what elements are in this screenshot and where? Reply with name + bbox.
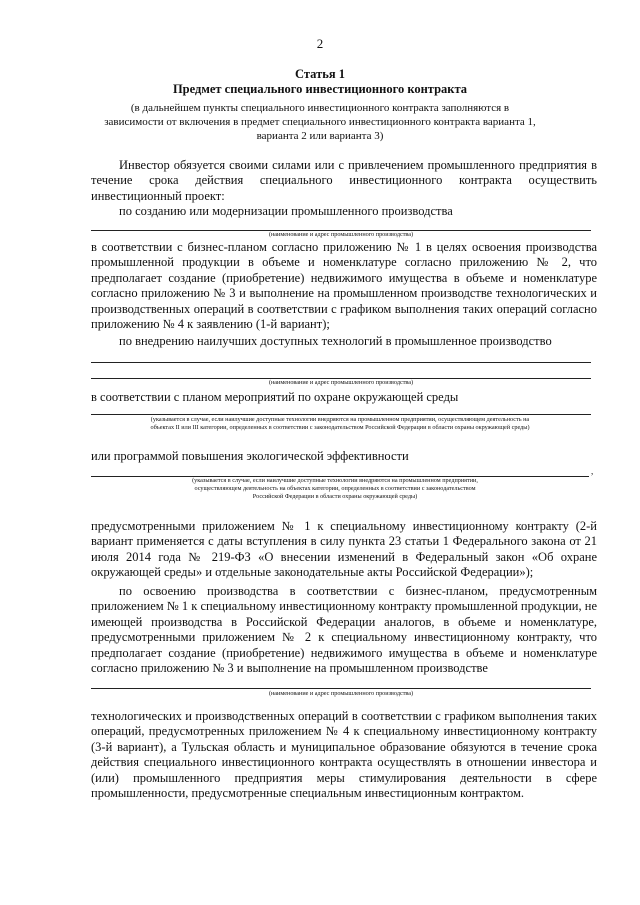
intro-paragraph: Инвестор обязуется своими силами или с привлечением промышленного предприятия в течение срока действия специального инвестиционного контракта осуществить инвестиционный проект: [91, 158, 597, 203]
eco-program-caption: (указывается в случае, если наилучшие доступные технологии внедряются на промышленном предприятии, осуществляющем деятельность на объектах категории, определенных в соответствии с законодательством Российской Федерации в области охраны окружающей среды) [192, 477, 478, 500]
variant1-text: в соответствии с бизнес-планом согласно приложению № 1 в целях освоения производства промышленной продукции в объеме и номенклатуре согласно приложению № 2, что предполагает создание (приобретение) недвижимого имущества в объеме и номенклатуре согласно приложению № 3 и выполнение на промышленном производстве технологических и производственных операций в соответствии с графиком выполнения таких операций согласно приложению № 4 к заявлению (1-й вариант); [91, 240, 597, 332]
variant3-caption: (наименование и адрес промышленного производства) [268, 690, 414, 697]
env-plan-caption: (указывается в случае, если наилучшие доступные технологии внедряются на промышленном предприятии, осуществляющем деятельность на объектах II или III категории, определенных в соответствии с законодательством Российской Федерации в области охраны окружающей среды) [150, 416, 530, 431]
article-heading: Статья 1 [295, 67, 345, 81]
eco-program-line: или программой повышения экологической эффективности [91, 449, 409, 463]
variant2-text: предусмотренными приложением № 1 к специальному инвестиционному контракту (2-й вариант применяется с даты вступления в силу пункта 23 статьи 1 Федерального закона от 21 июля 2014 года № 219-ФЗ «О внесении изменений в Федеральный закон «Об охране окружающей среды» и отдельные законодательные акты Российской Федерации»); [91, 519, 597, 580]
line-end-comma: , [591, 466, 594, 476]
variant2-lead: по внедрению наилучших доступных технологий в промышленное производство [119, 334, 552, 348]
fill-line [91, 414, 591, 415]
article-note: (в дальнейшем пункты специального инвестиционного контракта заполняются в зависимости от включения в предмет специального инвестиционного контракта варианта 1, варианта 2 или варианта 3) [104, 102, 536, 142]
fill-line [91, 362, 591, 363]
variant1-caption: (наименование и адрес промышленного производства) [268, 231, 414, 238]
variant3-text: по освоению производства в соответствии с бизнес-планом, предусмотренным приложением № 1 к специальному инвестиционному контракту промышленной продукции, не имеющей производства в Российской Федерации аналогов, в объеме и номенклатуре, предусмотренными приложением № 2 к специальному инвестиционному контракту, что предполагает создание (приобретение) недвижимого имущества в объеме и номенклатуре согласно приложению № 3 и выполнение на промышленном производстве [91, 584, 597, 676]
fill-line [91, 688, 591, 689]
article-title: Предмет специального инвестиционного контракта [172, 82, 468, 96]
page-number: 2 [316, 36, 324, 51]
variant2-caption: (наименование и адрес промышленного производства) [268, 379, 414, 386]
variant1-lead: по созданию или модернизации промышленного производства [119, 204, 453, 218]
variant3-tail: технологических и производственных операций в соответствии с графиком выполнения таких операций, предусмотренных приложением № 4 к специальному инвестиционному контракту (3-й вариант), а Тульская область и муниципальное образование обязуются в течение срока действия специального инвестиционного контракта осуществлять в отношении инвестора и (или) промышленного предприятия меры стимулирования деятельности в сфере промышленности, предусмотренные специальным инвестиционным контрактом. [91, 709, 597, 801]
env-plan-line: в соответствии с планом мероприятий по охране окружающей среды [91, 390, 459, 404]
